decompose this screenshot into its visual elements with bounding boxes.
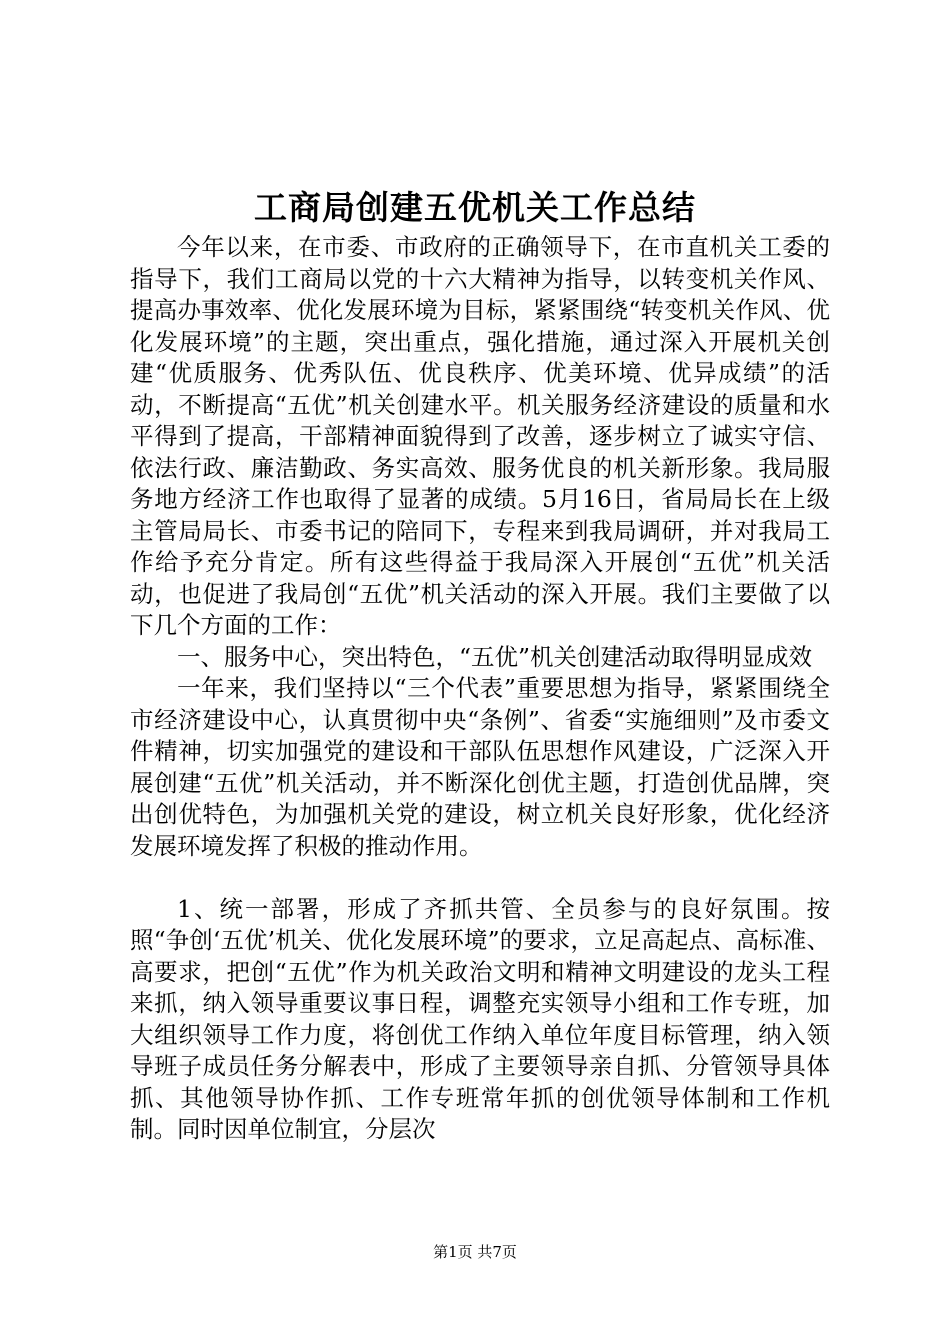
paragraph-section-heading: 一、服务中心，突出特色，“五优”机关创建活动取得明显成效 xyxy=(177,642,813,671)
page-footer: 第1页 共7页 xyxy=(433,1243,517,1261)
paragraph-section-body: 一年来，我们坚持以“三个代表”重要思想为指导，紧紧围绕全市经济建设中心，认真贯彻中央“条例”、省委“实施细则”及市委文件精神，切实加强党的建设和干部队伍思想作风建设，广泛深入开展创建“五优”机关活动，并不断深化创优主题，打造创优品牌，突出创优特色，为加强机关党的建设，树立机关良好形象，优化经济发展环境发挥了积极的推动作用。 xyxy=(130,674,830,860)
document-title: 工商局创建五优机关工作总结 xyxy=(254,188,696,227)
paragraph-item-1: 1、统一部署，形成了齐抓共管、全员参与的良好氛围。按照“争创‘五优’机关、优化发展环境”的要求，立足高起点、高标准、高要求，把创“五优”作为机关政治文明和精神文明建设的龙头工程来抓，纳入领导重要议事日程，调整充实领导小组和工作专班，加大组织领导工作力度，将创优工作纳入单位年度目标管理，纳入领导班子成员任务分解表中，形成了主要领导亲自抓、分管领导具体抓、其他领导协作抓、工作专班常年抓的创优领导体制和工作机制。同时因单位制宜，分层次 xyxy=(130,894,830,1143)
paragraph-intro: 今年以来，在市委、市政府的正确领导下，在市直机关工委的指导下，我们工商局以党的十六大精神为指导，以转变机关作风、提高办事效率、优化发展环境为目标，紧紧围绕“转变机关作风、优化发展环境”的主题，突出重点，强化措施，通过深入开展机关创建“优质服务、优秀队伍、优良秩序、优美环境、优异成绩”的活动，不断提高“五优”机关创建水平。机关服务经济建设的质量和水平得到了提高，干部精神面貌得到了改善，逐步树立了诚实守信、依法行政、廉洁勤政、务实高效、服务优良的机关新形象。我局服务地方经济工作也取得了显著的成绩。5月16日，省局局长在上级主管局局长、市委书记的陪同下，专程来到我局调研，并对我局工作给予充分肯定。所有这些得益于我局深入开展创“五优”机关活动，也促进了我局创“五优”机关活动的深入开展。我们主要做了以下几个方面的工作： xyxy=(130,233,830,639)
document-body xyxy=(130,232,830,1146)
